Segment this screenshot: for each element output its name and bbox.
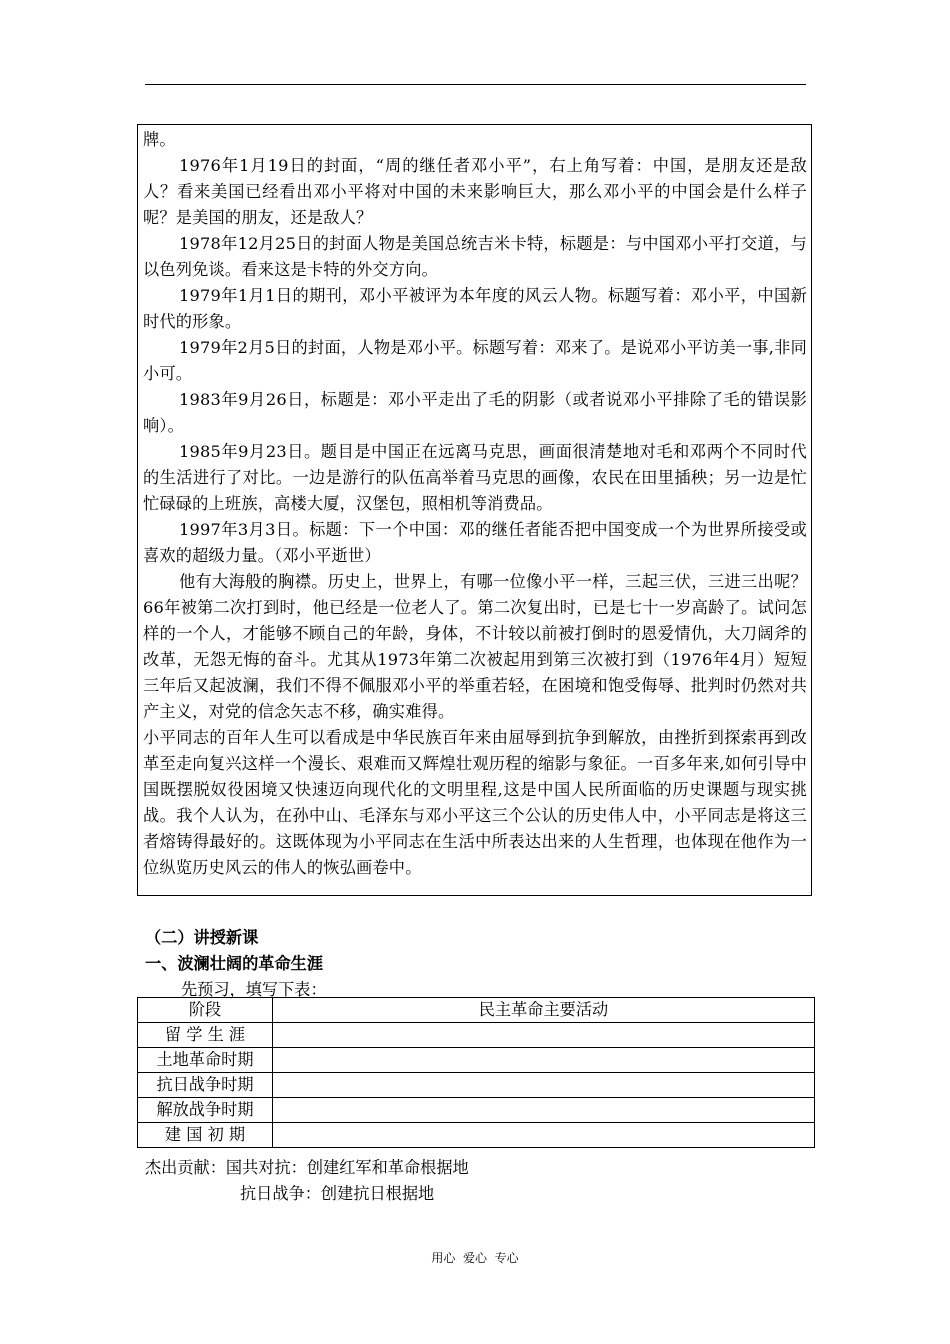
contribution-line: 抗日战争：创建抗日根据地 (240, 1184, 435, 1203)
stages-table (137, 997, 815, 1148)
table-row (138, 1073, 815, 1098)
activity-cell (273, 1073, 815, 1098)
header-stage: 阶段 (138, 998, 273, 1023)
paragraph: 1979年1月1日的期刊，邓小平被评为本年度的风云人物。标题写着：邓小平，中国新时代的形象。 (143, 286, 807, 331)
stage-cell: 留 学 生 涯 (138, 1023, 273, 1048)
boxed-reading-text (137, 124, 812, 896)
table-row (138, 1023, 815, 1048)
activity-cell (273, 1123, 815, 1148)
page-footer: 用心 爱心 专心 (431, 1251, 519, 1265)
table-row (138, 1098, 815, 1123)
stage-cell: 抗日战争时期 (138, 1073, 273, 1098)
stage-cell: 土地革命时期 (138, 1048, 273, 1073)
stage-cell: 解放战争时期 (138, 1098, 273, 1123)
paragraph: 他有大海般的胸襟。历史上，世界上，有哪一位像小平一样，三起三伏，三进三出呢？66年被第二次打到时，他已经是一位老人了。第二次复出时，已是七十一岁高龄了。试问怎样的一个人，才能够不顾自己的年龄，身体，不计较以前被打倒时的恩爱情仇，大刀阔斧的改革，无怨无悔的奋斗。尤其从1973年第二次被起用到第三次被打到（1976年4月）短短三年后又起波澜，我们不得不佩服邓小平的举重若轻，在困境和饱受侮辱、批判时仍然对共产主义，对党的信念矢志不移，确实难得。 (143, 572, 807, 721)
contribution-line: 杰出贡献：国共对抗：创建红军和革命根据地 (145, 1158, 469, 1177)
section-heading: （二）讲授新课 (145, 928, 259, 947)
activity-cell (273, 1023, 815, 1048)
table-header-row (138, 998, 815, 1023)
paragraph: 1997年3月3日。标题：下一个中国：邓的继任者能否把中国变成一个为世界所接受或喜欢的超级力量。（邓小平逝世） (143, 520, 807, 565)
paragraph: 1979年2月5日的封面，人物是邓小平。标题写着：邓来了。是说邓小平访美一事,非同小可。 (143, 338, 807, 383)
paragraph: 牌。 (143, 130, 176, 149)
header-activity: 民主革命主要活动 (273, 998, 815, 1023)
paragraph: 小平同志的百年人生可以看成是中华民族百年来由屈辱到抗争到解放，由挫折到探索再到改革至走向复兴这样一个漫长、艰难而又辉煌壮观历程的缩影与象征。一百多年来,如何引导中国既摆脱奴役困境又快速迈向现代化的文明里程,这是中国人民所面临的历史课题与现实挑战。我个人认为，在孙中山、毛泽东与邓小平这三个公认的历史伟人中，小平同志是将这三者熔铸得最好的。这既体现为小平同志在生活中所表达出来的人生哲理，也体现在他作为一位纵览历史风云的伟人的恢弘画卷中。 (143, 728, 807, 877)
paragraph: 1976年1月19日的封面，“周的继任者邓小平”，右上角写着：中国，是朋友还是敌人？看来美国已经看出邓小平将对中国的未来影响巨大，那么邓小平的中国会是什么样子呢？是美国的朋友，还是敌人？ (143, 156, 807, 227)
section-subheading: 一、波澜壮阔的革命生涯 (145, 954, 324, 973)
paragraph: 1978年12月25日的封面人物是美国总统吉米卡特，标题是：与中国邓小平打交道，与以色列免谈。看来这是卡特的外交方向。 (143, 234, 807, 279)
table-row (138, 1048, 815, 1073)
stage-cell: 建 国 初 期 (138, 1123, 273, 1148)
table-row (138, 1123, 815, 1148)
table-instruction: 先预习，填写下表： (181, 980, 327, 999)
paragraph: 1983年9月26日，标题是：邓小平走出了毛的阴影（或者说邓小平排除了毛的错误影响）。 (143, 390, 807, 435)
activity-cell (273, 1048, 815, 1073)
header-rule (145, 84, 806, 85)
paragraph: 1985年9月23日。题目是中国正在远离马克思，画面很清楚地对毛和邓两个不同时代的生活进行了对比。一边是游行的队伍高举着马克思的画像，农民在田里插秧；另一边是忙忙碌碌的上班族，高楼大厦，汉堡包，照相机等消费品。 (143, 442, 807, 513)
activity-cell (273, 1098, 815, 1123)
